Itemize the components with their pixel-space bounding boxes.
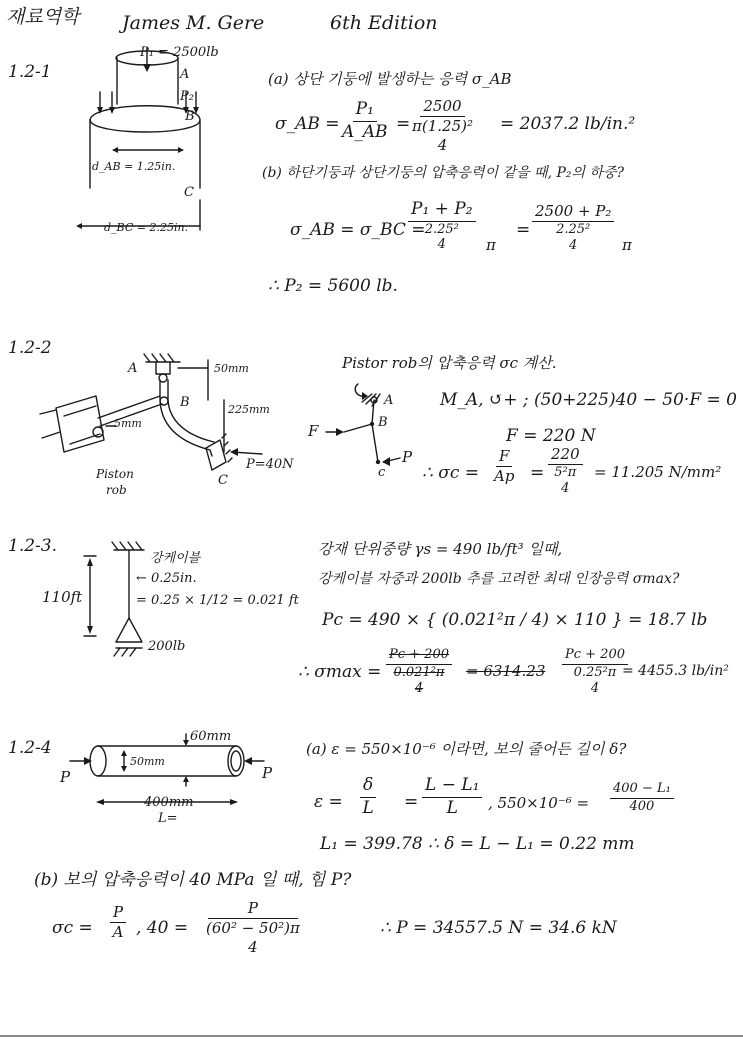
fig2-piston-label-1: Piston	[96, 467, 134, 481]
p1-a-fraction-1: $\frac{\text{P₁}}{A\_AB}$	[342, 99, 388, 142]
fig2-225mm-label: 225mm	[228, 403, 270, 416]
fig1-dab-label: d_AB = 1.25in.	[92, 160, 176, 173]
p4-b-fraction-2: P (60² − 50²)π 4	[206, 899, 300, 956]
p2-stress-eq: =	[530, 463, 545, 483]
p1-b-fraction-2: 2500 + P₂ 2.25² 4	[532, 203, 614, 254]
p1-a-eq: =	[396, 114, 411, 134]
p4-b-lhs: σc =	[52, 918, 93, 938]
problem-number-1-2-3: 1.2-3.	[8, 536, 57, 556]
p4-a-result: L₁ = 399.78 ∴ δ = L − L₁ = 0.22 mm	[320, 834, 635, 854]
fig3-cable-label: 강케이블	[150, 551, 201, 566]
fbd-b-label: B	[378, 415, 388, 430]
p4-b-result: ∴ P = 34557.5 N = 34.6 kN	[380, 918, 617, 938]
p1-question-a: (a) 상단 기둥에 발생하는 응력 σ_AB	[268, 70, 512, 88]
problem-number-1-2-1: 1.2-1	[8, 62, 52, 82]
p4-a-fraction-3: $\frac{\text{400 − L₁}}{400}$	[610, 782, 674, 815]
fig2-5mm-label: 5mm	[114, 417, 142, 430]
p1-b-lhs: σ_AB = σ_BC =	[290, 220, 426, 240]
p2-stress-fraction-1: $\frac{F}{Ap}$	[494, 447, 515, 486]
p1-b-fraction-1: P₁ + P₂ 2.25² 4	[408, 200, 476, 253]
p4-a-fraction-1: $\frac{\delta}{L}$	[360, 776, 376, 818]
header-edition: 6th Edition	[330, 12, 438, 34]
p3-question-2: 강케이블 자중과 200lb 추를 고려한 최대 인장응력 σmax?	[318, 571, 680, 587]
p2-force-result: F = 220 N	[506, 426, 596, 446]
fig3-diameter-label: ← 0.25in.	[136, 571, 197, 586]
p2-question: Pistor rob의 압축응력 σc 계산.	[342, 354, 557, 372]
fig3-conversion-label: = 0.25 × 1/12 = 0.021 ft	[136, 593, 299, 608]
p1-a-result: = 2037.2 lb/in.²	[500, 114, 636, 134]
fig1-p1-label: P₁ = 2500lb	[140, 45, 219, 60]
fig2-c-label: C	[218, 473, 228, 488]
p3-stress-result: = 4455.3 lb/in²	[622, 663, 729, 679]
fig4-length-label: 400mm	[144, 795, 194, 810]
p3-pc-eq: Pc = 490 × { (0.021²π / 4) × 110 } = 18.7 lb	[322, 610, 708, 630]
p4-a-eq: =	[404, 792, 419, 812]
problem-number-1-2-4: 1.2-4	[8, 738, 52, 758]
fig1-dbc-label: d_BC = 2.25in.	[104, 221, 189, 234]
fig1-p2-label: P₂	[180, 89, 194, 104]
fig4-l-label: L=	[158, 811, 178, 826]
p2-moment-eq: M_A, ↺+ ; (50+225)40 − 50·F = 0	[440, 390, 737, 410]
fbd-p-label: P	[402, 448, 413, 466]
fig2-p-label: P=40N	[246, 457, 294, 472]
p4-b-mid: , 40 =	[136, 918, 189, 938]
fbd-f-label: F	[308, 422, 319, 440]
p2-stress-fraction-2: 220 5²π 4	[548, 446, 583, 497]
fbd-c-label: c	[378, 465, 386, 480]
p1-b-pi-2: π	[622, 236, 632, 254]
p4-question-b: (b) 보의 압축응력이 40 MPa 일 때, 힘 P?	[34, 870, 352, 890]
fig2-piston-label-2: rob	[106, 483, 127, 497]
fig4-p-right-label: P	[262, 764, 273, 782]
fig2-a-label: A	[128, 361, 138, 376]
p3-stress-fraction-crossed: Pc + 200 0.021²π 4	[386, 648, 452, 697]
p1-b-eq: =	[516, 220, 531, 240]
problem-number-1-2-2: 1.2-2	[8, 338, 52, 358]
p1-question-b: (b) 하단기둥과 상단기둥의 압축응력이 같을 때, P₂의 하중?	[262, 165, 625, 181]
header-subject: 재료역학	[6, 6, 80, 28]
fig4-p-left-label: P	[60, 768, 71, 786]
fig2-b-label: B	[180, 395, 190, 410]
fig1-a-label: A	[180, 67, 190, 82]
p3-stress-fraction: Pc + 200 0.25²π 4	[562, 648, 628, 697]
p4-b-fraction-1: $\frac{P}{A}$	[110, 904, 126, 942]
p4-a-lhs: ε =	[314, 792, 343, 812]
p4-question-a: (a) ε = 550×10⁻⁶ 이라면, 보의 줄어든 길이 δ?	[306, 740, 627, 758]
fig4-60mm-label: 60mm	[190, 729, 232, 744]
p3-stress-crossed-value: = 6314.23	[466, 662, 546, 680]
p4-a-fraction-2: $\frac{\text{L − L₁}}{L}$	[422, 776, 482, 818]
fig3-load-label: 200lb	[148, 639, 186, 654]
p3-question-1: 강재 단위중량 γs = 490 lb/ft³ 일때,	[318, 540, 563, 558]
fig1-c-label: C	[184, 185, 194, 200]
p2-stress-lhs: ∴ σc =	[422, 463, 479, 483]
fig4-50mm-label: 50mm	[130, 755, 165, 768]
p3-stress-lhs: ∴ σmax =	[298, 662, 382, 682]
fig3-height-label: 110ft	[42, 588, 83, 606]
fig1-b-label: B	[185, 109, 195, 124]
fbd-a-label: A	[384, 393, 394, 408]
p1-a-lhs: σ_AB =	[275, 114, 340, 134]
header-author: James M. Gere	[122, 12, 265, 34]
p1-b-pi-1: π	[486, 236, 496, 254]
p2-stress-result: = 11.205 N/mm²	[594, 463, 722, 481]
p1-a-fraction-2: 2500 π(1.25)² 4	[412, 97, 473, 154]
fig2-50mm-label: 50mm	[214, 362, 249, 375]
p1-b-result: ∴ P₂ = 5600 lb.	[268, 276, 398, 296]
p4-a-mid: , 550×10⁻⁶ =	[488, 794, 590, 812]
